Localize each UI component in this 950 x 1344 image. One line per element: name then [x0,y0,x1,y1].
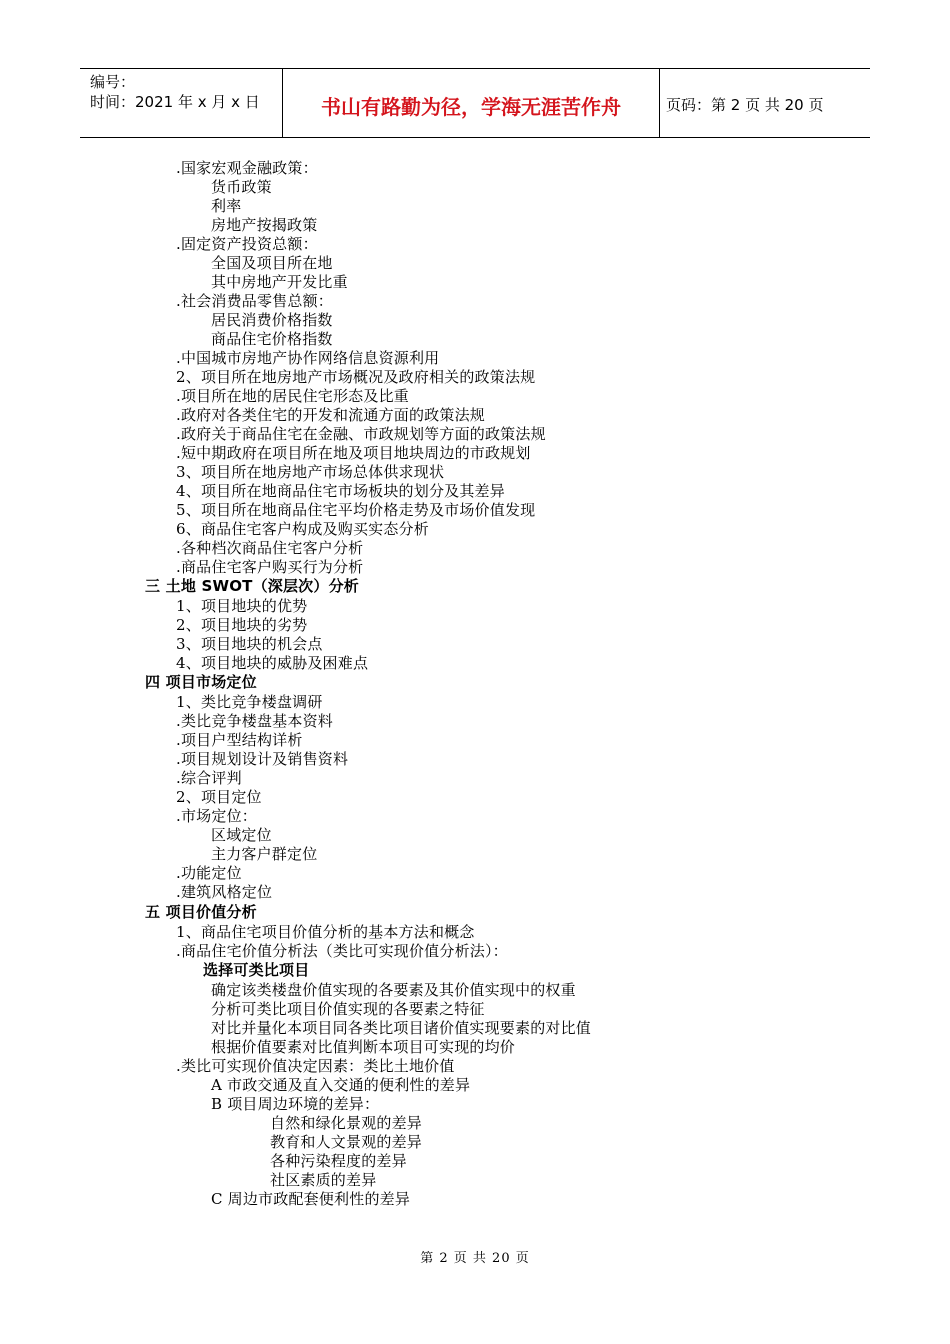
outline-item: 3、项目所在地房地产市场总体供求现状 [176,463,445,481]
outline-subsubitem: 社区素质的差异 [270,1171,377,1189]
section-heading: 五 项目价值分析 [145,903,257,921]
outline-subitem: 其中房地产开发比重 [211,273,348,291]
outline-subitem: 根据价值要素对比值判断本项目可实现的均价 [211,1038,516,1056]
outline-item: .政府对各类住宅的开发和流通方面的政策法规 [176,406,485,424]
outline-item: 2、项目定位 [176,788,262,806]
outline-item: .中国城市房地产协作网络信息资源利用 [176,349,440,367]
outline-item: .政府关于商品住宅在金融、市政规划等方面的政策法规 [176,425,546,443]
page-header [80,68,870,138]
outline-item: .类比竞争楼盘基本资料 [176,712,333,730]
outline-item: .建筑风格定位 [176,883,273,901]
outline-subitem: B 项目周边环境的差异： [211,1095,380,1113]
outline-item: 2、项目地块的劣势 [176,616,308,634]
document-date: 时间：2021 年 x 月 x 日 [90,93,260,111]
outline-subitem: 对比并量化本项目同各类比项目诸价值实现要素的对比值 [211,1019,592,1037]
section-heading: 三 土地 SWOT（深层次）分析 [145,577,359,595]
outline-item: .综合评判 [176,769,242,787]
outline-item: .类比可实现价值决定因素：类比土地价值 [176,1057,455,1075]
outline-item: 1、类比竞争楼盘调研 [176,693,323,711]
outline-item: .项目规划设计及销售资料 [176,750,349,768]
subsection-heading: 选择可类比项目 [203,961,310,979]
header-page-cell [660,69,870,137]
outline-item: 1、项目地块的优势 [176,597,308,615]
header-motto: 书山有路勤为径，学海无涯苦作舟 [321,95,621,119]
outline-subitem: 居民消费价格指数 [211,311,333,329]
outline-item: .项目所在地的居民住宅形态及比重 [176,387,409,405]
document-number: 编号： [90,73,136,91]
outline-item: 1、商品住宅项目价值分析的基本方法和概念 [176,923,475,941]
outline-item: .各种档次商品住宅客户分析 [176,539,364,557]
outline-item: .功能定位 [176,864,242,882]
outline-subitem: 全国及项目所在地 [211,254,333,272]
outline-item: .项目户型结构详析 [176,731,303,749]
outline-subsubitem: 自然和绿化景观的差异 [270,1114,423,1132]
header-motto-cell [283,69,660,137]
outline-subitem: C 周边市政配套便利性的差异 [211,1190,411,1208]
outline-subitem: 货币政策 [211,178,272,196]
outline-item: .市场定位： [176,807,257,825]
page-footer: 第 2 页 共 20 页 [420,1251,530,1266]
outline-subitem: 确定该类楼盘价值实现的各要素及其价值实现中的权重 [211,981,576,999]
outline-item: .国家宏观金融政策： [176,159,318,177]
outline-subitem: A 市政交通及直入交通的便利性的差异 [211,1076,471,1094]
outline-item: 6、商品住宅客户构成及购买实态分析 [176,520,429,538]
outline-subitem: 利率 [211,197,242,215]
outline-subsubitem: 各种污染程度的差异 [270,1152,407,1170]
outline-item: .社会消费品零售总额： [176,292,333,310]
outline-item: .固定资产投资总额： [176,235,318,253]
header-meta-cell [80,69,283,137]
outline-subitem: 区域定位 [211,826,272,844]
outline-item: 4、项目所在地商品住宅市场板块的划分及其差异 [176,482,505,500]
outline-subitem: 商品住宅价格指数 [211,330,333,348]
section-heading: 四 项目市场定位 [145,673,257,691]
outline-item: 4、项目地块的威胁及困难点 [176,654,369,672]
outline-subitem: 分析可类比项目价值实现的各要素之特征 [211,1000,485,1018]
outline-item: .商品住宅价值分析法（类比可实现价值分析法）： [176,942,508,960]
outline-subitem: 房地产按揭政策 [211,216,318,234]
outline-item: .短中期政府在项目所在地及项目地块周边的市政规划 [176,444,531,462]
outline-item: .商品住宅客户购买行为分析 [176,558,364,576]
outline-item: 3、项目地块的机会点 [176,635,323,653]
outline-item: 5、项目所在地商品住宅平均价格走势及市场价值发现 [176,501,536,519]
outline-subsubitem: 教育和人文景观的差异 [270,1133,423,1151]
header-page-number: 页码：第 2 页 共 20 页 [666,96,824,114]
outline-item: 2、项目所在地房地产市场概况及政府相关的政策法规 [176,368,536,386]
outline-subitem: 主力客户群定位 [211,845,318,863]
